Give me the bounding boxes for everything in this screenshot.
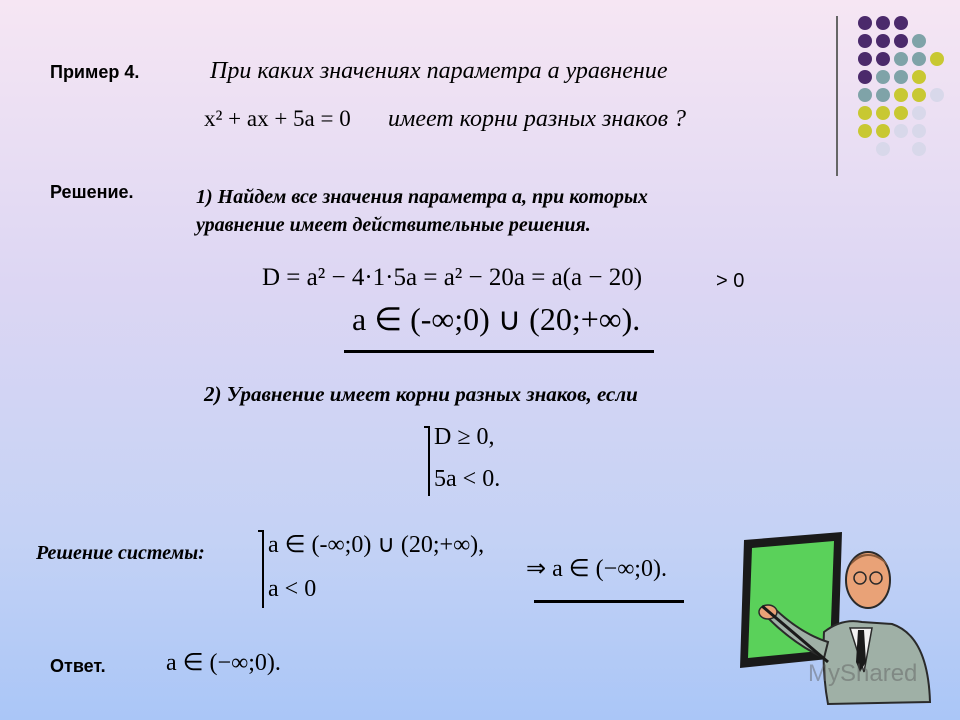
step1-line-1: 1) Найдем все значения параметра а, при которых xyxy=(196,186,648,208)
decorative-dot-grid xyxy=(850,14,950,154)
dot xyxy=(858,88,872,102)
dot xyxy=(930,88,944,102)
discriminant-formula: D = a² − 4·1·5a = a² − 20a = a(a − 20) xyxy=(262,264,643,291)
dot xyxy=(876,124,890,138)
dot xyxy=(876,142,890,156)
dot xyxy=(894,52,908,66)
dot xyxy=(912,70,926,84)
dot xyxy=(876,106,890,120)
dot xyxy=(912,142,926,156)
dot xyxy=(912,124,926,138)
dot xyxy=(912,34,926,48)
dot xyxy=(858,52,872,66)
dot xyxy=(876,70,890,84)
underline-2 xyxy=(534,600,684,603)
dot xyxy=(912,106,926,120)
dot xyxy=(894,34,908,48)
dot xyxy=(930,52,944,66)
problem-equation: x² + ax + 5a = 0 xyxy=(204,106,351,131)
step1-line-2: уравнение имеет действительные решения. xyxy=(196,214,591,236)
system-solution-line-1: a ∈ (-∞;0) ∪ (20;+∞), xyxy=(268,532,485,558)
dot xyxy=(858,16,872,30)
system-solution-label: Решение системы: xyxy=(36,542,205,564)
dot xyxy=(894,88,908,102)
dot xyxy=(858,106,872,120)
condition-greater-zero: > 0 xyxy=(716,270,745,292)
dot xyxy=(876,52,890,66)
dot xyxy=(894,124,908,138)
dot xyxy=(858,70,872,84)
problem-line-2: имеет корни разных знаков ? xyxy=(388,106,687,132)
answer-value: a ∈ (−∞;0). xyxy=(166,650,281,676)
answer-label: Ответ. xyxy=(50,656,106,676)
step2-system-line-2: 5a < 0. xyxy=(434,466,501,492)
example-label: Пример 4. xyxy=(50,62,140,82)
solution-label: Решение. xyxy=(50,182,134,202)
dot xyxy=(858,124,872,138)
dot xyxy=(894,106,908,120)
system-solution-result: ⇒ a ∈ (−∞;0). xyxy=(526,556,667,582)
watermark-text: MyShared xyxy=(808,660,918,687)
dot xyxy=(894,70,908,84)
dot xyxy=(858,34,872,48)
dot xyxy=(876,34,890,48)
dot xyxy=(876,16,890,30)
system-brace-1 xyxy=(428,426,430,496)
system-solution-line-2: a < 0 xyxy=(268,576,317,602)
dot xyxy=(912,88,926,102)
problem-line-1: При каких значениях параметра а уравнение xyxy=(210,58,668,84)
interval-result: a ∈ (-∞;0) ∪ (20;+∞). xyxy=(352,301,641,337)
dot xyxy=(876,88,890,102)
underline-1 xyxy=(344,350,654,353)
dot xyxy=(894,16,908,30)
step2-text: 2) Уравнение имеет корни разных знаков, если xyxy=(204,382,638,406)
decorative-vertical-line xyxy=(836,16,838,176)
system-brace-2 xyxy=(262,530,264,608)
step2-system-line-1: D ≥ 0, xyxy=(434,424,495,450)
dot xyxy=(912,52,926,66)
